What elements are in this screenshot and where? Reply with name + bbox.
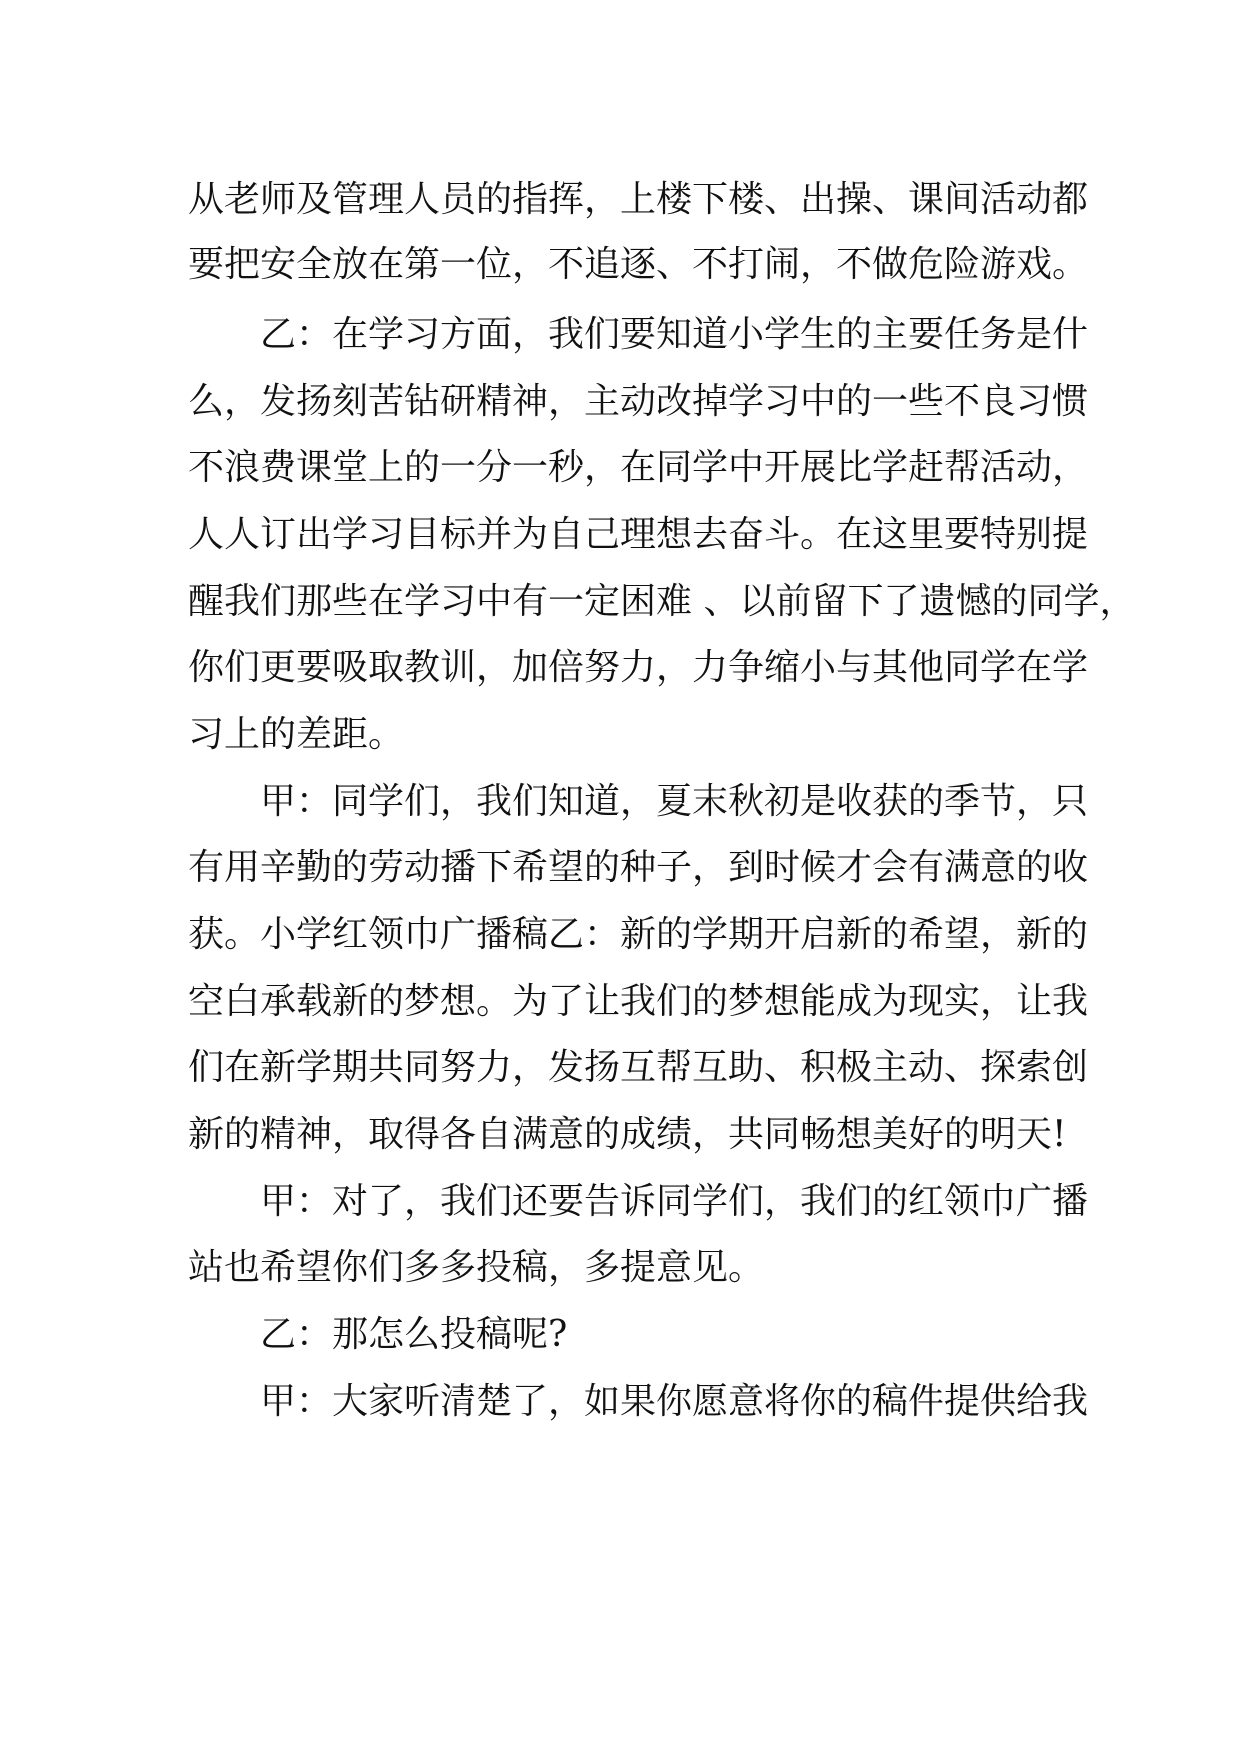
text-line: 人人订出学习目标并为自己理想去奋斗。在这里要特别提 [188,514,1089,555]
text-line: 新的精神，取得各自满意的成绩，共同畅想美好的明天! [188,1114,1067,1155]
text-line: 你们更要吸取教训，加倍努力，力争缩小与其他同学在学 [188,647,1089,688]
text-line: 们在新学期共同努力，发扬互帮互助、积极主动、探索创 [188,1047,1089,1088]
text-line: 从老师及管理人员的指挥，上楼下楼、出操、课间活动都 [188,179,1089,220]
text-line: 空白承载新的梦想。为了让我们的梦想能成为现实，让我 [188,981,1089,1022]
paragraph-start-line: 乙：那怎么投稿呢? [260,1314,568,1355]
text-line: 不浪费课堂上的一分一秒，在同学中开展比学赶帮活动， [188,447,1089,488]
paragraph-start-line: 乙：在学习方面，我们要知道小学生的主要任务是什 [260,314,1089,355]
text-line: 习上的差距。 [188,714,405,755]
text-line: 获。小学红领巾广播稿乙：新的学期开启新的希望，新的 [188,914,1089,955]
paragraph-start-line: 甲：大家听清楚了，如果你愿意将你的稿件提供给我 [260,1381,1089,1422]
paragraph-start-line: 甲：同学们，我们知道，夏末秋初是收获的季节，只 [260,781,1089,822]
text-line: 要把安全放在第一位，不追逐、不打闹，不做危险游戏。 [188,244,1089,285]
text-line: 站也希望你们多多投稿，多提意见。 [188,1247,765,1288]
text-line: 有用辛勤的劳动播下希望的种子，到时候才会有满意的收 [188,847,1089,888]
text-line: 么，发扬刻苦钻研精神，主动改掉学习中的一些不良习惯 [188,381,1089,422]
text-line: 醒我们那些在学习中有一定困难 、以前留下了遗憾的同学， [188,581,1136,622]
paragraph-start-line: 甲：对了，我们还要告诉同学们，我们的红领巾广播 [260,1181,1089,1222]
